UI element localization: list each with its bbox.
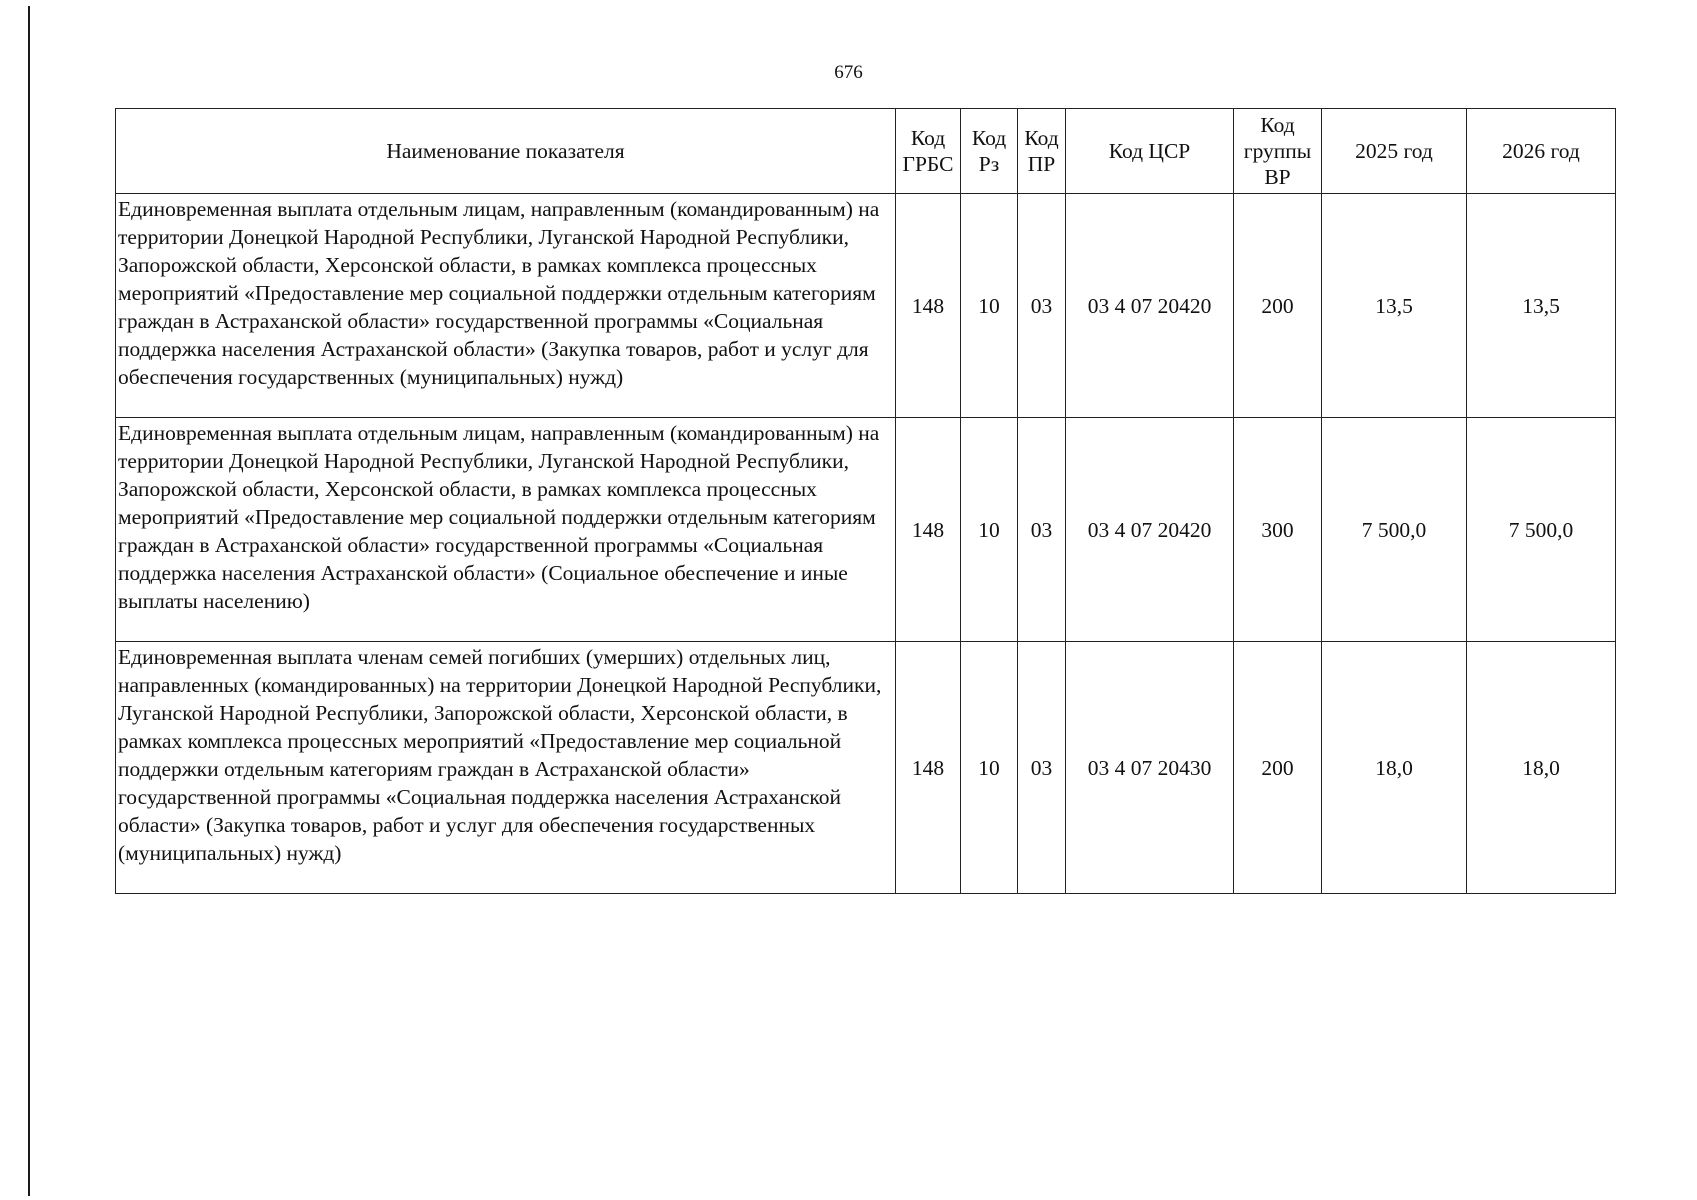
cell-grbs: 148 (896, 642, 961, 894)
table-row (116, 194, 1616, 418)
cell-name: Единовременная выплата членам семей погибших (умерших) отдельных лиц, направленных (командированных) на территории Донецкой Народной Республики, Луганской Народной Республики, Запорожской области, Херсонской области, в рамках комплекса процессных мероприятий «Предоставление мер социальной поддержки отдельным категориям граждан в Астраханской области» государственной программы «Социальная поддержка населения Астраханской области» (Закупка товаров, работ и услуг для обеспечения государственных (муниципальных) нужд) (116, 642, 896, 894)
table-body (116, 194, 1616, 894)
cell-2026: 18,0 (1467, 642, 1616, 894)
header-2026: 2026 год (1467, 109, 1616, 194)
cell-vr: 200 (1234, 194, 1322, 418)
page-edge-line (28, 6, 30, 1196)
cell-pr: 03 (1018, 642, 1066, 894)
header-row (116, 109, 1616, 194)
header-name: Наименование показателя (116, 109, 896, 194)
header-pr: Код ПР (1018, 109, 1066, 194)
cell-2025: 18,0 (1322, 642, 1467, 894)
cell-pr: 03 (1018, 418, 1066, 642)
cell-rz: 10 (961, 194, 1018, 418)
cell-name: Единовременная выплата отдельным лицам, направленным (командированным) на территории Донецкой Народной Республики, Луганской Народной Республики, Запорожской области, Херсонской области, в рамках комплекса процессных мероприятий «Предоставление мер социальной поддержки отдельным категориям граждан в Астраханской области» государственной программы «Социальная поддержка населения Астраханской области» (Социальное обеспечение и иные выплаты населению) (116, 418, 896, 642)
cell-pr: 03 (1018, 194, 1066, 418)
cell-2026: 13,5 (1467, 194, 1616, 418)
cell-2025: 7 500,0 (1322, 418, 1467, 642)
cell-2026: 7 500,0 (1467, 418, 1616, 642)
cell-csr: 03 4 07 20420 (1066, 194, 1234, 418)
header-2025: 2025 год (1322, 109, 1467, 194)
cell-rz: 10 (961, 418, 1018, 642)
page-number: 676 (834, 62, 863, 83)
cell-grbs: 148 (896, 418, 961, 642)
cell-csr: 03 4 07 20420 (1066, 418, 1234, 642)
cell-grbs: 148 (896, 194, 961, 418)
header-rz: Код Рз (961, 109, 1018, 194)
cell-rz: 10 (961, 642, 1018, 894)
table-header (116, 109, 1616, 194)
budget-table (115, 108, 1616, 894)
header-grbs: Код ГРБС (896, 109, 961, 194)
cell-name: Единовременная выплата отдельным лицам, направленным (командированным) на территории Донецкой Народной Республики, Луганской Народной Республики, Запорожской области, Херсонской области, в рамках комплекса процессных мероприятий «Предоставление мер социальной поддержки отдельным категориям граждан в Астраханской области» государственной программы «Социальная поддержка населения Астраханской области» (Закупка товаров, работ и услуг для обеспечения государственных (муниципальных) нужд) (116, 194, 896, 418)
cell-csr: 03 4 07 20430 (1066, 642, 1234, 894)
cell-2025: 13,5 (1322, 194, 1467, 418)
cell-vr: 200 (1234, 642, 1322, 894)
header-csr: Код ЦСР (1066, 109, 1234, 194)
table-row (116, 418, 1616, 642)
header-vr: Код группы ВР (1234, 109, 1322, 194)
table-row (116, 642, 1616, 894)
cell-vr: 300 (1234, 418, 1322, 642)
